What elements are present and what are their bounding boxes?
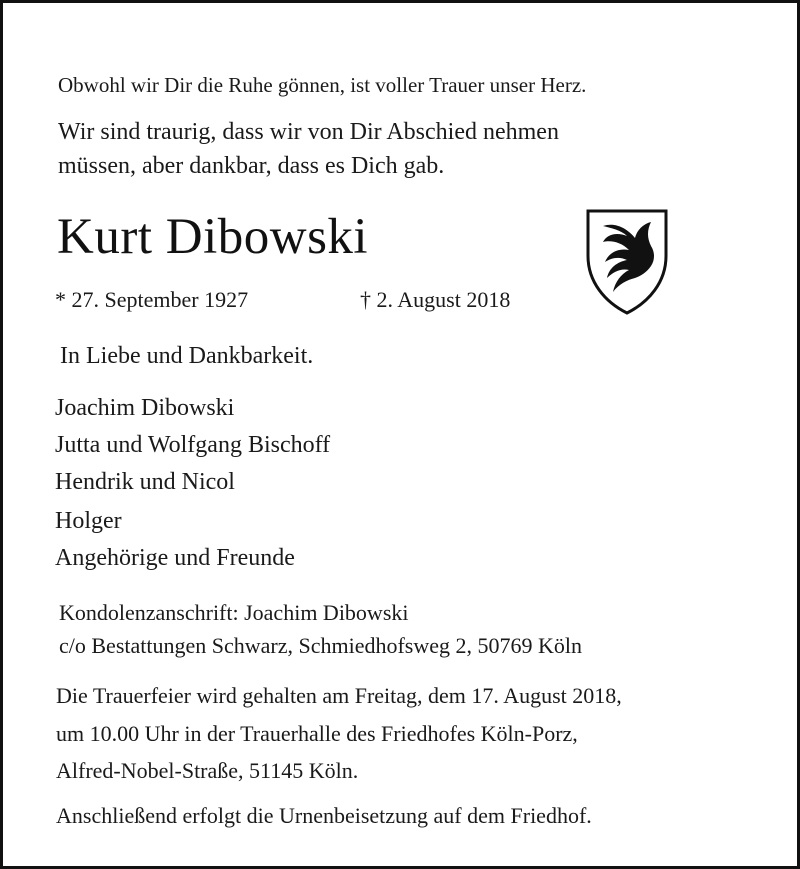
- condolence-line-1: Kondolenzanschrift: Joachim Dibowski: [59, 600, 409, 625]
- mourner-5: Angehörige und Freunde: [55, 545, 295, 571]
- condolence-line-2: c/o Bestattungen Schwarz, Schmiedhofsweg 2, 50769 Köln: [59, 633, 583, 658]
- closing-line: Anschließend erfolgt die Urnenbeisetzung auf dem Friedhof.: [56, 803, 592, 828]
- dedication: In Liebe und Dankbarkeit.: [60, 343, 314, 369]
- ceremony-line-3: Alfred-Nobel-Straße, 51145 Köln.: [56, 758, 359, 783]
- mourner-4: Holger: [55, 508, 122, 534]
- ceremony-line-1: Die Trauerfeier wird gehalten am Freitag, dem 17. August 2018,: [56, 683, 622, 708]
- coat-of-arms-icon: [585, 208, 669, 316]
- ceremony-line-2: um 10.00 Uhr in der Trauerhalle des Friedhofes Köln-Porz,: [56, 721, 578, 746]
- mourner-3: Hendrik und Nicol: [55, 469, 235, 495]
- death-date: † 2. August 2018: [360, 287, 511, 312]
- verse-line-1: Wir sind traurig, dass wir von Dir Abschied nehmen: [58, 119, 559, 145]
- verse-line-2: müssen, aber dankbar, dass es Dich gab.: [58, 153, 445, 179]
- deceased-name: Kurt Dibowski: [57, 209, 369, 265]
- mourner-1: Joachim Dibowski: [55, 395, 235, 421]
- mourner-2: Jutta und Wolfgang Bischoff: [55, 432, 331, 458]
- intro-line: Obwohl wir Dir die Ruhe gönnen, ist voller Trauer unser Herz.: [58, 73, 587, 97]
- birth-date: * 27. September 1927: [55, 287, 249, 312]
